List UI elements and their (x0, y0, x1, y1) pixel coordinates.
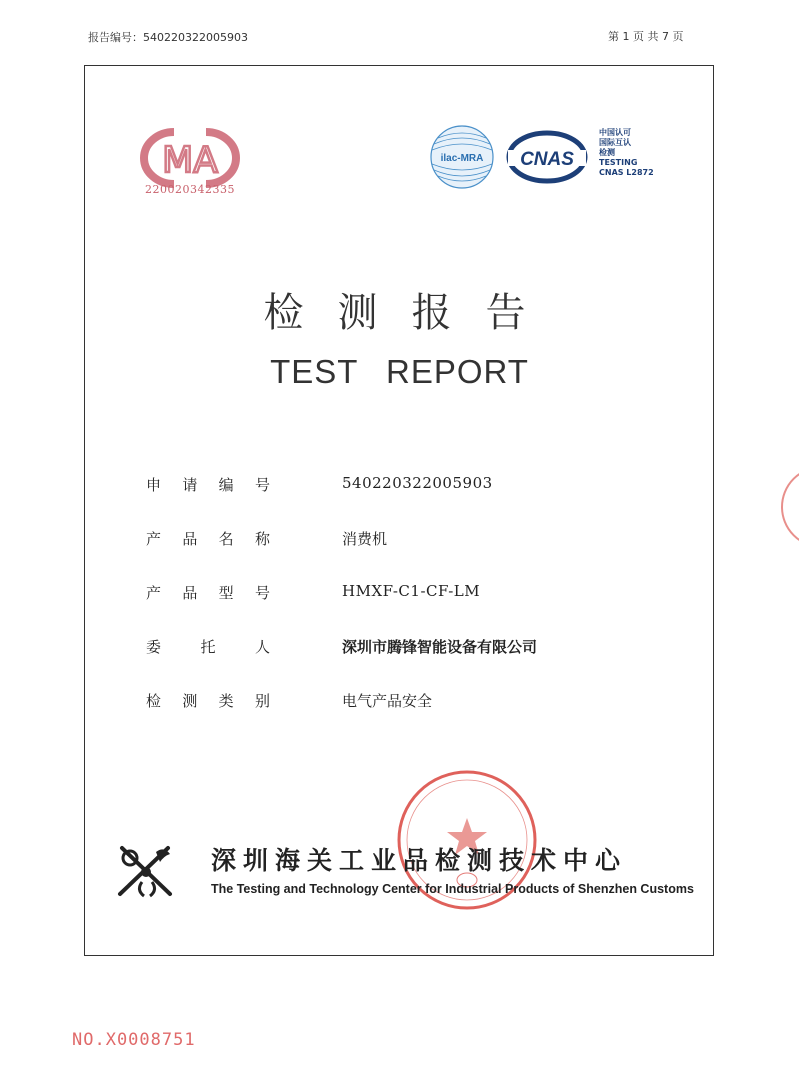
ilac-text: ilac-MRA (440, 153, 484, 164)
page-info: 第 1 页 共 7 页 (608, 30, 684, 43)
cnas-line: TESTING (599, 158, 638, 167)
info-value: HMXF-C1-CF-LM (342, 582, 481, 600)
info-value: 深圳市腾锋智能设备有限公司 (342, 638, 538, 656)
center-name-en: The Testing and Technology Center for Industrial Products of Shenzhen Customs (211, 882, 694, 896)
info-row-product-model (146, 582, 666, 612)
info-label: 申 请 编 号 (146, 476, 270, 494)
info-row-test-category (146, 690, 666, 720)
side-seal-icon (778, 462, 799, 552)
center-name-cn: 深圳海关工业品检测技术中心 (211, 846, 628, 875)
cma-number: 220020342335 (145, 183, 235, 196)
info-value: 消费机 (342, 530, 388, 548)
cnas-line: 检测 (599, 148, 615, 157)
info-label: 产 品 型 号 (146, 584, 270, 602)
cnas-caption (599, 128, 654, 178)
report-number-header (88, 29, 248, 45)
ilac-mra-logo-icon (426, 124, 498, 190)
info-label: 检 测 类 别 (146, 692, 270, 710)
info-row-product-name (146, 528, 666, 558)
customs-emblem-icon (112, 838, 184, 902)
cnas-line: CNAS L2872 (599, 168, 654, 177)
info-label: 委 托 人 (146, 638, 270, 656)
serial-number: NO.X0008751 (72, 1030, 196, 1050)
cnas-line: 中国认可 (599, 128, 631, 137)
cma-logo-text: MA (162, 140, 218, 181)
cnas-line: 国际互认 (599, 138, 631, 147)
info-value: 电气产品安全 (342, 692, 433, 710)
report-title-cn: 检测报告 (263, 290, 560, 336)
report-number-value: 540220322005903 (143, 31, 248, 44)
info-row-application-no (146, 474, 666, 504)
info-value: 540220322005903 (342, 474, 493, 492)
report-title-en: TEST REPORT (270, 353, 529, 390)
info-label: 产 品 名 称 (146, 530, 270, 548)
info-row-client (146, 636, 666, 666)
report-number-label: 报告编号： (88, 31, 143, 44)
cnas-text: CNAS (520, 149, 574, 170)
cnas-logo-icon (506, 130, 588, 184)
